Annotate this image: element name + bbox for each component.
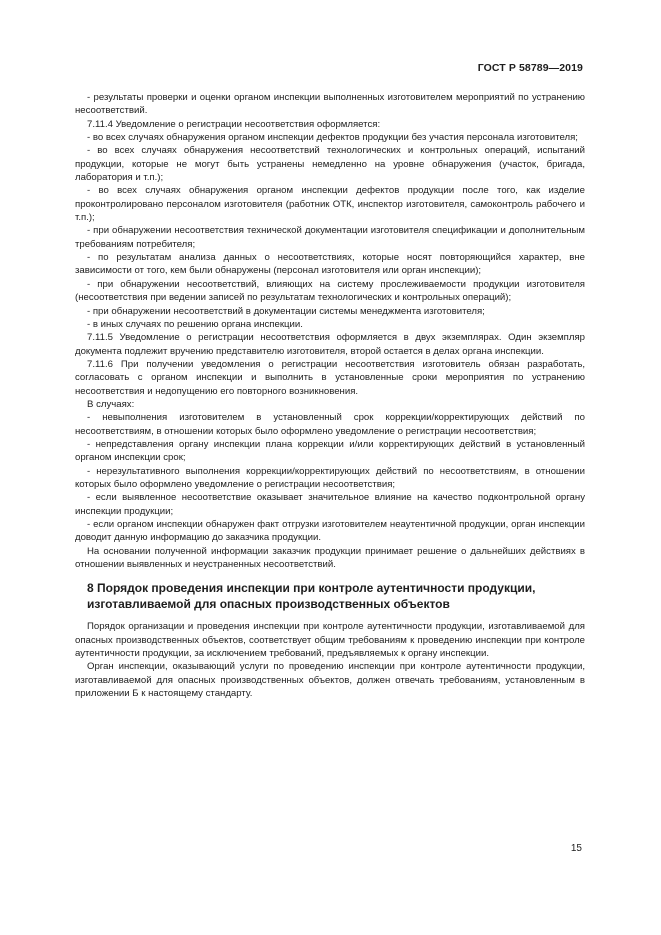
paragraph: - если выявленное несоответствие оказывает значительное влияние на качество подконтрольной органу инспекции продукции; [75, 492, 585, 517]
paragraph: - если органом инспекции обнаружен факт отгрузки изготовителем неаутентичной продукции, орган инспекции доводит данную информацию до заказчика продукции. [75, 519, 585, 544]
paragraph: - при обнаружении несоответствия технической документации изготовителя спецификации и дополнительным требованиям потребителя; [75, 225, 585, 250]
paragraph: - в иных случаях по решению органа инспекции. [87, 318, 303, 330]
paragraph: - по результатам анализа данных о несоответствиях, которые носят повторяющийся характер, вне зависимости от того, кем были обнаружены (персонал изготовителя или орган инспекции); [75, 252, 585, 277]
document-body [75, 91, 585, 700]
paragraph: - при обнаружении несоответствий в документации системы менеджмента изготовителя; [87, 305, 485, 317]
page-number: 15 [570, 843, 582, 854]
paragraphs-top [75, 91, 585, 571]
paragraph: Порядок организации и проведения инспекции при контроле аутентичности продукции, изготавливаемой для опасных производственных объектов, соответствует общим требованиям к проведению инспекции при контроле аутентичности продукции, за исключением требований, предъявляемых к органу инспекции. [75, 621, 585, 660]
paragraph: На основании полученной информации заказчик продукции принимает решение о дальнейших действиях в отношении выявленных и неустраненных несоответствий. [75, 545, 585, 571]
paragraph: - невыполнения изготовителем в установленный срок коррекции/корректирующих действий по несоответствиям, в отношении которых было оформлено уведомление о регистрации несоответствия; [75, 412, 585, 437]
standard-code: ГОСТ Р 58789—2019 [477, 62, 583, 74]
paragraph: - результаты проверки и оценки органом инспекции выполненных изготовителем мероприятий по устранению несоответствий. [75, 92, 585, 117]
paragraph: - непредставления органу инспекции плана коррекции и/или корректирующих действий в установленный органом инспекции срок; [75, 438, 585, 464]
paragraph: 7.11.4 Уведомление о регистрации несоответствия оформляется: [87, 118, 381, 130]
paragraph: - при обнаружении несоответствий, влияющих на систему прослеживаемости продукции изготовителя (несоответствия при ведении записей по результатам технологических и контрольных операций); [75, 278, 585, 304]
paragraph: Орган инспекции, оказывающий услуги по проведению инспекции при контроле аутентичности продукции, изготавливаемой для опасных производственных объектов, должен отвечать требованиям, установленным в приложении Б к настоящему стандарту. [75, 661, 585, 700]
section-heading: 8 Порядок проведения инспекции при контроле аутентичности продукции, изготавливаемой для опасных производственных объектов [87, 581, 536, 611]
paragraph: 7.11.5 Уведомление о регистрации несоответствия оформляется в двух экземплярах. Один экземпляр документа подлежит вручению представителю изготовителя, второй остается в делах органа инспекции. [75, 332, 585, 357]
paragraph: - во всех случаях обнаружения несоответствий технологических и контрольных операций, испытаний продукции, которые не могут быть устранены немедленно на уровне обнаружения (участок, бригада, лаборатория и т.п.); [75, 145, 585, 184]
paragraph: - нерезультативного выполнения коррекции/корректирующих действий по несоответствиям, в отношении которых было оформлено уведомление о регистрации несоответствия; [75, 465, 585, 490]
paragraph: - во всех случаях обнаружения органом инспекции дефектов продукции после того, как изделие проконтролировано персоналом изготовителя (работник ОТК, инспектор изготовителя, самоконтроль рабочего и т.п.); [75, 185, 585, 224]
paragraph: - во всех случаях обнаружения органом инспекции дефектов продукции без участия персонала изготовителя; [87, 132, 578, 144]
paragraphs-bottom [75, 620, 585, 700]
paragraph: В случаях: [87, 398, 135, 410]
paragraph: 7.11.6 При получении уведомления о регистрации несоответствия изготовитель обязан разработать, согласовать с органом инспекции и выполнить в установленные сроки мероприятия по устранению несоответствия и недопущению его повторного возникновения. [75, 358, 585, 397]
